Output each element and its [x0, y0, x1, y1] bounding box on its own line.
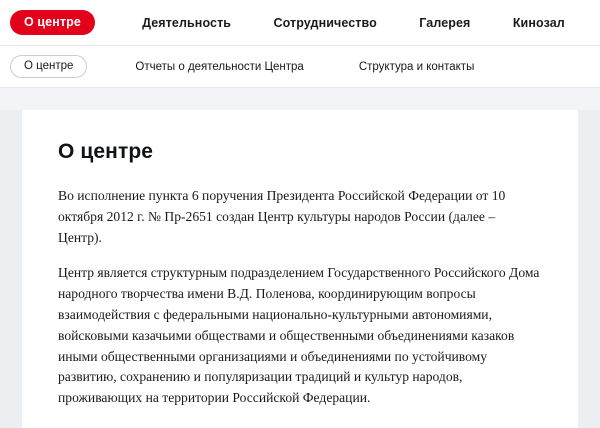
- nav-item-cooperation[interactable]: Сотрудничество: [273, 15, 377, 30]
- paragraph-description: Центр является структурным подразделением Государственного Российского Дома народного творчества имени В.Д. Поленова, координирующим вопросы взаимодействия с федеральными национально-культурными автономиями, войсковыми казачьими обществами и общественными объединениями казаков иными общественными организациями и объединениями по устойчивому развитию, сохранению и популяризации традиций и культур народов, проживающих на территории Российской Федерации.: [58, 265, 540, 406]
- nav-item-about[interactable]: О центре: [10, 10, 95, 35]
- top-navigation-items: [95, 16, 600, 30]
- page-title: О центре: [58, 140, 154, 163]
- top-navigation: [0, 0, 600, 45]
- sub-navigation: [0, 45, 600, 87]
- nav-item-activity[interactable]: Деятельность: [142, 15, 232, 30]
- subnav-item-structure-contacts[interactable]: Структура и контакты: [358, 60, 475, 73]
- content-area: [0, 110, 600, 428]
- subnav-item-reports[interactable]: Отчеты о деятельности Центра: [135, 60, 304, 73]
- header-divider-strip: [0, 87, 600, 110]
- paragraph-intro: Во исполнение пункта 6 поручения Президента Российской Федерации от 10 октября 2012 г. № Пр-2651 создан Центр культуры народов России (далее – Центр).: [58, 188, 506, 245]
- nav-item-cinema[interactable]: Кинозал: [512, 15, 565, 30]
- content-card: [22, 110, 578, 428]
- nav-item-gallery[interactable]: Галерея: [419, 15, 471, 30]
- subnav-item-about[interactable]: О центре: [10, 55, 87, 78]
